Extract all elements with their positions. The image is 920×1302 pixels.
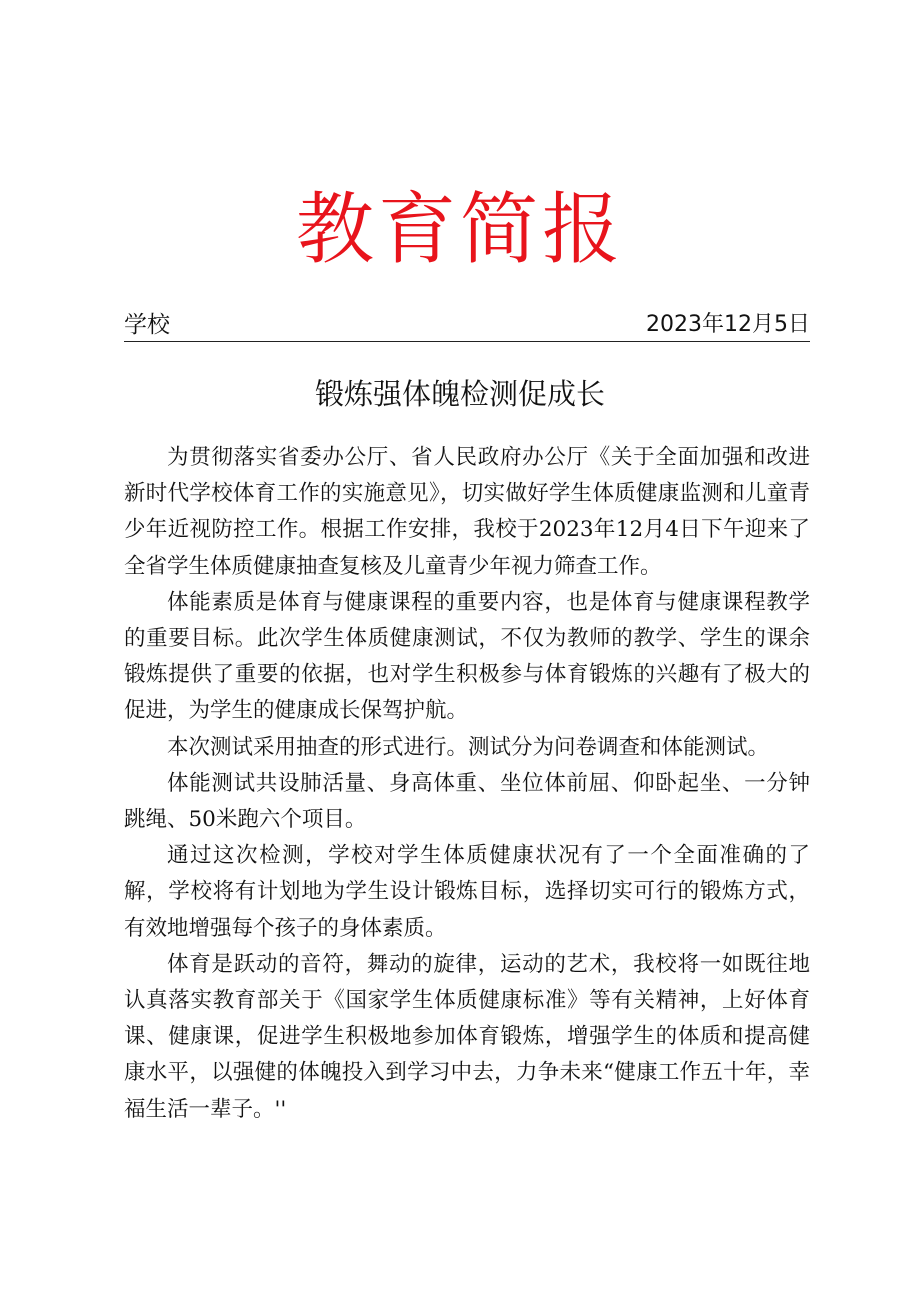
school-label: 学校	[124, 312, 170, 338]
meta-row	[124, 308, 810, 342]
masthead-title: 教育简报	[295, 185, 624, 275]
article-headline: 锻炼强体魄检测促成长	[314, 377, 605, 411]
paragraph: 体能素质是体育与健康课程的重要内容，也是体育与健康课程教学的重要目标。此次学生体质健康测试，不仅为教师的教学、学生的课余锻炼提供了重要的依据，也对学生积极参与体育锻炼的兴趣有了极大的促进，为学生的健康成长保驾护航。	[124, 589, 810, 724]
paragraph: 本次测试采用抽查的形式进行。测试分为问卷调查和体能测试。	[167, 734, 770, 760]
paragraph: 为贯彻落实省委办公厅、省人民政府办公厅《关于全面加强和改进新时代学校体育工作的实施意见》，切实做好学生体质健康监测和儿童青少年近视防控工作。根据工作安排，我校于2023年12月4日下午迎来了全省学生体质健康抽查复核及儿童青少年视力筛查工作。	[124, 445, 810, 579]
paragraph: 体能测试共设肺活量、身高体重、坐位体前屈、仰卧起坐、一分钟跳绳、50米跑六个项目。	[124, 770, 810, 833]
issue-date: 2023年12月5日	[646, 312, 810, 337]
meta-divider	[124, 341, 810, 342]
paragraph: 通过这次检测，学校对学生体质健康状况有了一个全面准确的了解，学校将有计划地为学生设计锻炼目标，选择切实可行的锻炼方式，有效地增强每个孩子的身体素质。	[124, 843, 810, 941]
paragraph: 体育是跃动的音符，舞动的旋律，运动的艺术，我校将一如既往地认真落实教育部关于《国家学生体质健康标准》等有关精神，上好体育课、健康课，促进学生积极地参加体育锻炼，增强学生的体质和提高健康水平，以强健的体魄投入到学习中去，力争未来“健康工作五十年，幸福生活一辈子。''	[124, 951, 810, 1122]
article-body	[124, 440, 810, 1128]
